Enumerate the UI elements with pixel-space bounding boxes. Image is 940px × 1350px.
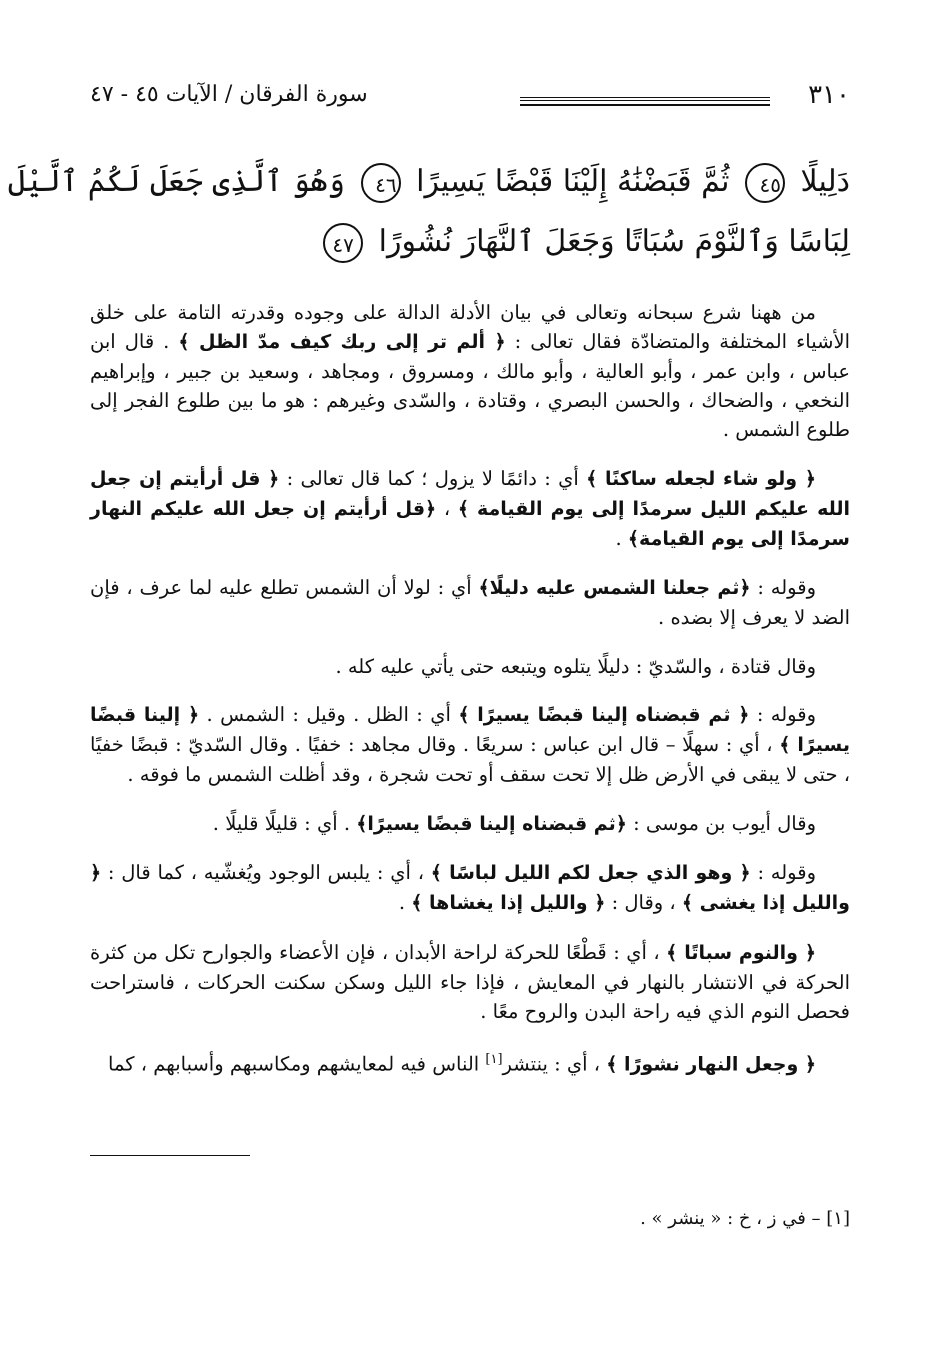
paragraph-text: . <box>398 891 412 914</box>
commentary-paragraph <box>90 1045 850 1080</box>
commentary-paragraph <box>90 573 850 632</box>
verse-text: وَهُوَ ٱلَّذِى جَعَلَ لَكُمُ ٱلَّيْلَ <box>8 164 346 199</box>
surah-title: سورة الفرقان / الآيات ٤٥ - ٤٧ <box>90 82 368 107</box>
page-number: ٣١٠ <box>808 80 850 110</box>
quote-text: ﴿ ثم قبضناه إلينا قبضًا يسيرًا ﴾ <box>458 704 750 726</box>
footnote-divider <box>90 1155 250 1156</box>
footnote-reference[interactable]: [١] <box>485 1052 503 1067</box>
paragraph-text: الناس فيه لمعايشهم ومكاسبهم وأسبابهم ، كما <box>108 1052 486 1076</box>
verse-text: ثُمَّ قَبَضْنَٰهُ إِلَيْنَا قَبْضًا يَسِيرًا <box>416 164 730 199</box>
verse-marker-45: ٤٥ <box>745 163 785 203</box>
quote-text: ﴿ وجعل النهار نشورًا ﴾ <box>606 1053 816 1076</box>
paragraph-text: وقوله : <box>749 703 816 726</box>
paragraph-text: ، <box>436 496 458 520</box>
running-header <box>90 80 850 120</box>
quote-text: ﴿ إلينا قبضًا يسيرًا ﴾ <box>90 704 850 756</box>
paragraph-text: أي : الظل . وقيل : الشمس . <box>199 703 459 726</box>
paragraph-text: أي : دائمًا لا يزول ؛ كما قال تعالى : <box>279 466 587 490</box>
paragraph-text: من ههنا شرع سبحانه وتعالى في بيان الأدلة الدالة على وجوده وقدرته التامة على خلق الأشياء المختلفة والمتضادّة فقال تعالى : <box>90 301 850 353</box>
paragraph-text: . قال ابن عباس ، وابن عمر ، وأبو العالية ، وأبو مالك ، ومسروق ، ومجاهد ، وسعيد بن جبير ، وإبراهيم النخعي ، والضحاك ، والحسن البصري ، وقتادة ، والسّدى وغيرهم : هو ما بين طلوع الفجر إلى طلوع الشمس . <box>90 330 850 441</box>
quote-text: ﴿ وهو الذي جعل لكم الليل لباسًا ﴾ <box>430 862 751 884</box>
paragraph-text: ، أي : قَطْعًا للحركة لراحة الأبدان ، فإن الأعضاء والجوارح تكل من كثرة الحركة في الانتشار بالنهار في المعايش ، فإذا جاء الليل وسكن سكنت الحركات ، فاستراحت فحصل النوم الذي فيه راحة البدن والروح معًا . <box>90 940 850 1023</box>
commentary-paragraph <box>90 858 850 918</box>
quote-text: ﴿ والليل إذا يغشاها ﴾ <box>411 892 606 914</box>
verse-text: لِبَاسًا وَٱلنَّوْمَ سُبَاتًا وَجَعَلَ ٱلنَّهَارَ نُشُورًا <box>378 224 850 259</box>
verse-line <box>8 152 850 212</box>
commentary-paragraph <box>90 464 850 554</box>
paragraph-text: وقوله : <box>750 861 816 884</box>
quote-text: ﴿ ولو شاء لجعله ساكنًا ﴾ <box>586 467 816 490</box>
commentary-paragraph <box>90 700 850 789</box>
paragraph-text: وقوله : <box>750 576 816 599</box>
quote-text: ﴿ثم قبضناه إلينا قبضًا يسيرًا﴾ <box>356 812 627 835</box>
quote-text: ﴿ثم جعلنا الشمس عليه دليلًا﴾ <box>478 577 751 599</box>
verse-line <box>90 212 850 272</box>
paragraph-text: وقال قتادة ، والسّديّ : دليلًا يتلوه ويتبعه حتى يأتي عليه كله . <box>335 654 816 678</box>
commentary-paragraph <box>90 652 850 681</box>
commentary-paragraph <box>90 938 850 1026</box>
verse-text: دَلِيلًا <box>800 164 850 199</box>
footnote: [١] – في ز ، خ : « ينشر » . <box>640 1208 850 1229</box>
verse-marker-46: ٤٦ <box>361 163 401 203</box>
quran-verses <box>8 152 850 272</box>
book-page <box>8 80 851 1229</box>
quote-text: ﴿قل أرأيتم إن جعل الله عليكم النهار سرمدًا إلى يوم القيامة﴾ <box>90 497 850 550</box>
paragraph-text: . <box>615 526 628 550</box>
paragraph-text: ، أي : ينتشر <box>502 1052 607 1076</box>
paragraph-text: ، أي : يلبس الوجود ويُغشّيه ، كما قال : <box>101 861 431 884</box>
paragraph-text: ، أي : سهلًا – قال ابن عباس : سريعًا . وقال مجاهد : خفيًا . وقال السّديّ : قبضًا خفيًا ، حتى لا يبقى في الأرض ظل إلا تحت سقف أو تحت شجرة ، وقد أظلت الشمس ما فوقه . <box>90 733 850 786</box>
paragraph-text: ، وقال : <box>605 891 682 914</box>
commentary-paragraph <box>90 298 850 444</box>
verse-marker-47: ٤٧ <box>323 223 363 263</box>
quote-text: ﴿ ألم تر إلى ربك كيف مدّ الظل ﴾ <box>178 331 506 353</box>
paragraph-text: . أي : قليلًا قليلًا . <box>212 811 357 835</box>
commentary-paragraph <box>90 809 850 839</box>
quote-text: ﴿ والليل إذا يغشى ﴾ <box>90 862 850 914</box>
header-rule <box>520 97 770 106</box>
quote-text: ﴿ والنوم سباتًا ﴾ <box>666 941 816 964</box>
paragraph-text: أي : لولا أن الشمس تطلع عليه لما عرف ، فإن الضد لا يعرف إلا بضده . <box>90 576 850 629</box>
paragraph-text: وقال أيوب بن موسى : <box>626 811 816 835</box>
quote-text: ﴿ قل أرأيتم إن جعل الله عليكم الليل سرمدًا إلى يوم القيامة ﴾ <box>90 467 851 520</box>
